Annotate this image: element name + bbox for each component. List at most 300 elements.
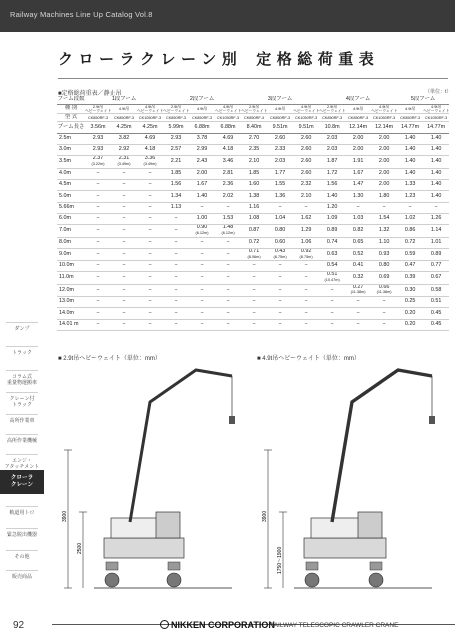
load-value-cell: 0.89 [423, 248, 449, 260]
load-value-cell: − [189, 284, 215, 296]
sidebar-item[interactable]: 高所作業機械 [6, 438, 37, 444]
load-value-cell: − [241, 319, 267, 330]
kind-cell: 2.9t吊 ヘビーウェイト [241, 105, 268, 113]
crane-figure-1 [56, 362, 246, 597]
load-value-cell: − [111, 213, 137, 224]
load-value-cell: 1.40 [423, 191, 449, 202]
load-value-cell: − [215, 248, 241, 260]
load-value-cell: − [137, 168, 163, 179]
load-value-cell: 0.90 (6.12m) [189, 225, 215, 237]
kind-cell: 4.9t吊 [397, 105, 423, 114]
load-value-cell: − [85, 297, 111, 308]
load-value-cell: 1.38 [241, 191, 267, 202]
kind-cell: 4.9t吊 [345, 105, 371, 114]
unit-label: （単位：t） [425, 89, 452, 95]
kind-cell: 2.9t吊 ヘビーウェイト [163, 105, 190, 113]
load-value-cell: 0.51 (10.47m) [319, 272, 345, 284]
sidebar-item[interactable]: 高所作業車 [9, 418, 35, 424]
boom-length-cell: 10.8m [319, 122, 345, 133]
rail-wheel-icon [167, 573, 181, 587]
load-value-cell: − [319, 319, 345, 330]
table-row [57, 248, 449, 260]
boom-length-cell: 8.40m [241, 122, 267, 133]
load-value-cell: − [137, 248, 163, 260]
load-value-cell: 0.87 [241, 225, 267, 237]
load-value-cell: − [215, 237, 241, 248]
load-value-cell: 1.60 [241, 180, 267, 191]
kind-cell: 4.9t吊 [111, 105, 137, 114]
load-value-cell: − [137, 284, 163, 296]
kind-cell: 4.9t吊 ヘビーウェイト [215, 105, 242, 113]
load-value-cell: − [85, 213, 111, 224]
load-value-cell: − [293, 319, 319, 330]
boom-length-cell: 4.25m [137, 122, 163, 133]
sidebar-divider [6, 528, 38, 529]
load-value-cell: − [293, 284, 319, 296]
load-value-cell: 1.47 [345, 180, 371, 191]
model-cell: CK850RF-3 [189, 113, 215, 122]
load-value-cell: 2.93 [85, 133, 111, 144]
load-value-cell: − [345, 319, 371, 330]
load-value-cell: 1.77 [267, 168, 293, 179]
load-value-cell: − [85, 319, 111, 330]
table-row [57, 272, 449, 284]
boom-length-cell: 4.25m [111, 122, 137, 133]
boom-count-label: ブーム段数 [57, 96, 85, 105]
load-value-cell: − [137, 297, 163, 308]
working-radius-cell: 13.0m [57, 297, 85, 308]
working-radius-cell: 5.0m [57, 191, 85, 202]
model-cell: CK850RF-3 [241, 113, 267, 122]
boom-stage-header: 3段ブーム [241, 96, 319, 105]
boom-stage-header: 4段ブーム [319, 96, 397, 105]
load-value-cell: 0.67 [423, 272, 449, 284]
load-value-cell: − [241, 261, 267, 272]
load-value-cell: 2.43 [189, 156, 215, 168]
working-radius-cell: 9.0m [57, 248, 85, 260]
model-cell: CK850RF-3 [85, 113, 111, 122]
load-value-cell: − [189, 261, 215, 272]
load-value-cell: − [163, 272, 189, 284]
load-value-cell: − [267, 284, 293, 296]
rail-wheel-icon [369, 573, 383, 587]
load-value-cell: 1.40 [189, 191, 215, 202]
load-value-cell: − [241, 308, 267, 319]
load-value-cell: 2.60 [293, 168, 319, 179]
boom-length-cell: 3.56m [85, 122, 111, 133]
table-row [57, 319, 449, 330]
sidebar-divider [6, 414, 38, 415]
load-value-cell: − [137, 180, 163, 191]
load-value-cell: 1.40 [423, 156, 449, 168]
table-row [57, 180, 449, 191]
load-value-cell: 1.72 [319, 168, 345, 179]
load-value-cell: 1.40 [423, 168, 449, 179]
load-value-cell: 0.25 [397, 297, 423, 308]
load-value-cell: − [163, 225, 189, 237]
boom-length-cell: 6.88m [189, 122, 215, 133]
load-value-cell: 2.60 [293, 156, 319, 168]
crane-boom [130, 370, 232, 522]
working-radius-cell: 14.01 m [57, 319, 85, 330]
load-value-cell: 0.45 [423, 319, 449, 330]
table-row [57, 213, 449, 224]
hook-icon [429, 416, 435, 424]
load-value-cell: 0.39 [397, 272, 423, 284]
load-value-cell: 2.00 [345, 133, 371, 144]
load-value-cell: 2.99 [189, 145, 215, 156]
working-radius-cell: 2.5m [57, 133, 85, 144]
load-value-cell: 0.80 [371, 261, 397, 272]
title-part-2: 定格総荷重表 [256, 51, 380, 68]
kind-cell: 4.9t吊 ヘビーウェイト [137, 105, 164, 113]
load-value-cell: − [85, 248, 111, 260]
sidebar-item[interactable]: コラム式 重量物運搬車 [6, 374, 37, 386]
figure-label-2: ■ 4.9t吊ヘビーウェイト（単位：mm） [257, 356, 360, 362]
load-value-cell: 2.03 [319, 145, 345, 156]
load-value-cell: 1.55 [267, 180, 293, 191]
load-value-cell: 0.43 (8.75m) [267, 248, 293, 260]
load-value-cell: − [293, 261, 319, 272]
load-value-cell: − [267, 261, 293, 272]
load-value-cell: − [189, 308, 215, 319]
model-cell: CK850RF-3 [163, 113, 189, 122]
load-value-cell: − [267, 319, 293, 330]
load-value-cell: 1.56 [163, 180, 189, 191]
load-value-cell: − [163, 248, 189, 260]
sidebar-item[interactable]: 軌道用トロ [9, 510, 35, 516]
hook-icon [229, 416, 235, 424]
load-value-cell: 2.93 [163, 133, 189, 144]
load-value-cell: 0.92 (8.75m) [293, 248, 319, 260]
load-value-cell: 2.92 [111, 145, 137, 156]
load-value-cell: − [137, 272, 163, 284]
title-rule [58, 78, 448, 79]
load-value-cell: − [85, 168, 111, 179]
sidebar-item[interactable]: クレーン付 トラック [9, 396, 35, 408]
table-row [57, 168, 449, 179]
load-value-cell: − [189, 272, 215, 284]
load-value-cell: 1.34 [163, 191, 189, 202]
rail-wheel-icon [305, 573, 319, 587]
load-value-cell: 0.58 [423, 284, 449, 296]
load-value-cell: − [111, 319, 137, 330]
load-value-cell: − [215, 261, 241, 272]
crawler-track [104, 538, 184, 558]
load-value-cell: − [163, 213, 189, 224]
load-value-cell: − [111, 308, 137, 319]
load-value-cell: − [215, 272, 241, 284]
crane-figure-2 [256, 362, 446, 597]
load-value-cell: − [137, 213, 163, 224]
kind-cell: 4.9t吊 [267, 105, 293, 114]
load-value-cell: 0.63 [319, 248, 345, 260]
load-value-cell: − [137, 237, 163, 248]
dimension-cab-height: 1750〜1900 [277, 546, 283, 574]
model-cell: CK1050RF-3 [137, 113, 163, 122]
load-value-cell: − [293, 297, 319, 308]
load-value-cell: 1.26 [423, 213, 449, 224]
load-value-cell: − [111, 237, 137, 248]
load-value-cell: − [85, 272, 111, 284]
load-value-cell: − [111, 168, 137, 179]
load-value-cell: − [215, 308, 241, 319]
load-value-cell: − [163, 284, 189, 296]
load-value-cell: − [293, 202, 319, 213]
sidebar-divider [6, 506, 38, 507]
sidebar-divider [6, 570, 38, 571]
load-value-cell: 2.60 [267, 133, 293, 144]
load-value-cell: 1.62 [293, 213, 319, 224]
load-value-cell: − [215, 297, 241, 308]
load-value-cell: − [189, 319, 215, 330]
load-value-cell: 3.78 [189, 133, 215, 144]
load-value-cell: 2.93 [85, 145, 111, 156]
load-value-cell: − [189, 237, 215, 248]
load-value-cell: − [371, 297, 397, 308]
load-value-cell: 1.09 [319, 213, 345, 224]
working-radius-cell: 4.0m [57, 168, 85, 179]
load-value-cell: 1.40 [397, 145, 423, 156]
load-value-cell: − [111, 225, 137, 237]
load-value-cell: − [371, 319, 397, 330]
model-cell: CK850RF-3 [111, 113, 137, 122]
load-value-cell: 0.69 [371, 272, 397, 284]
table-row [57, 156, 449, 168]
load-value-cell: 1.54 [371, 213, 397, 224]
load-value-cell: 0.20 [397, 308, 423, 319]
load-value-cell: − [137, 308, 163, 319]
boom-length-cell: 12.14m [371, 122, 397, 133]
table-row [57, 284, 449, 296]
load-value-cell: 0.47 [397, 261, 423, 272]
load-value-cell: 1.10 [371, 237, 397, 248]
load-value-cell: 2.03 [267, 156, 293, 168]
load-value-cell: 0.74 [319, 237, 345, 248]
sidebar-item[interactable]: ダンプ [14, 326, 30, 332]
load-value-cell: 2.70 [241, 133, 267, 144]
load-value-cell: 2.02 [215, 191, 241, 202]
load-value-cell: − [267, 297, 293, 308]
load-value-cell: 0.30 [397, 284, 423, 296]
load-value-cell: 2.35 [241, 145, 267, 156]
sidebar-divider [6, 322, 38, 323]
load-value-cell: − [163, 261, 189, 272]
working-radius-cell: 6.0m [57, 213, 85, 224]
load-value-cell: 1.40 [423, 133, 449, 144]
sidebar-item[interactable]: エンジ・ アタッチメント [4, 458, 40, 470]
load-value-cell: − [189, 297, 215, 308]
table-row [57, 261, 449, 272]
load-value-cell: 1.36 [267, 191, 293, 202]
load-value-cell: 2.33 [267, 145, 293, 156]
working-radius-cell: 3.5m [57, 156, 85, 168]
catalog-title: Railway Machines Line Up Catalog Vol.8 [10, 10, 153, 19]
load-value-cell: 3.82 [111, 133, 137, 144]
load-value-cell: 1.85 [163, 168, 189, 179]
sidebar-divider [6, 370, 38, 371]
load-value-cell: − [137, 319, 163, 330]
load-value-cell: 2.10 [293, 191, 319, 202]
dimension-height: 3900 [262, 510, 268, 522]
crawler-track [304, 538, 386, 558]
title-part-1: クローラクレーン別 [58, 51, 243, 68]
kind-cell: 2.9t吊 ヘビーウェイト [85, 105, 111, 113]
load-value-cell: 0.51 [423, 297, 449, 308]
load-value-cell: 0.71 (8.06m) [241, 248, 267, 260]
load-value-cell: − [111, 180, 137, 191]
company-name: NIKKEN CORPORATION [171, 620, 275, 630]
kind-cell: 4.9t吊 ヘビーウェイト [371, 105, 398, 113]
kind-cell: 4.9t吊 ヘビーウェイト [423, 105, 450, 113]
load-value-cell: 1.67 [345, 168, 371, 179]
load-value-cell: 1.29 [293, 225, 319, 237]
load-value-cell: − [423, 202, 449, 213]
load-value-cell: − [85, 225, 111, 237]
load-value-cell: − [189, 202, 215, 213]
boom-length-cell: 5.99m [163, 122, 189, 133]
load-value-cell: − [345, 297, 371, 308]
sidebar-divider [6, 392, 38, 393]
load-value-cell: 4.69 [137, 133, 163, 144]
load-value-cell: 0.89 [319, 225, 345, 237]
load-value-cell: − [85, 180, 111, 191]
model-label: 型 式 [57, 113, 85, 122]
load-value-cell: − [111, 202, 137, 213]
load-value-cell: − [163, 237, 189, 248]
load-value-cell: 1.67 [189, 180, 215, 191]
load-value-cell: 0.54 [319, 261, 345, 272]
load-value-cell: − [215, 284, 241, 296]
load-value-cell: 4.69 [215, 133, 241, 144]
load-value-cell: − [111, 248, 137, 260]
load-value-cell: 0.32 [345, 272, 371, 284]
kind-label: 種 別 [57, 105, 85, 114]
working-radius-cell: 5.66m [57, 202, 85, 213]
sidebar-item[interactable]: トラック [12, 350, 32, 356]
load-value-cell: − [371, 308, 397, 319]
table-row [57, 133, 449, 144]
load-value-cell: 2.60 [293, 133, 319, 144]
load-value-cell: 1.16 [241, 202, 267, 213]
load-value-cell: − [163, 297, 189, 308]
boom-stage-header: 2段ブーム [163, 96, 241, 105]
load-value-cell: 0.82 [345, 225, 371, 237]
load-value-cell: 0.52 [345, 248, 371, 260]
load-value-cell: 0.72 [397, 237, 423, 248]
load-value-cell: 1.80 [371, 191, 397, 202]
load-value-cell: − [293, 308, 319, 319]
load-value-cell: 3.46 [215, 156, 241, 168]
load-value-cell: 2.00 [371, 133, 397, 144]
sidebar-divider [6, 434, 38, 435]
boom-length-cell: 9.51m [267, 122, 293, 133]
section-label: ■定格総荷重表／静止吊 [58, 91, 122, 97]
load-value-cell: 1.40 [397, 168, 423, 179]
load-value-cell: 1.20 [319, 202, 345, 213]
load-value-cell: 1.56 [319, 180, 345, 191]
table-row [57, 145, 449, 156]
load-value-cell: 1.08 [241, 213, 267, 224]
load-value-cell: − [293, 272, 319, 284]
load-value-cell: 0.80 [267, 225, 293, 237]
table-row [57, 308, 449, 319]
boom-length-cell: 6.88m [215, 122, 241, 133]
model-cell: CK850RF-3 [345, 113, 371, 122]
load-value-cell: 2.81 [215, 168, 241, 179]
table-row [57, 237, 449, 248]
sidebar-item[interactable]: 緊急脱出機器 [6, 532, 37, 538]
load-value-cell: 0.86 [397, 225, 423, 237]
load-value-cell: − [241, 297, 267, 308]
boom-length-cell: 14.77m [397, 122, 423, 133]
load-value-cell: 1.53 [215, 213, 241, 224]
model-cell: CK850RF-3 [397, 113, 423, 122]
load-value-cell: 1.40 [423, 145, 449, 156]
page-number: 92 [13, 620, 25, 631]
load-value-cell: − [137, 225, 163, 237]
load-value-cell: − [371, 202, 397, 213]
boom-stage-header: 5段ブーム [397, 96, 449, 105]
boom-stage-header: 1段ブーム [85, 96, 163, 105]
load-value-cell: 0.20 [397, 319, 423, 330]
sidebar-divider [6, 550, 38, 551]
load-value-cell: − [137, 191, 163, 202]
load-value-cell: 2.31 (3.49m) [111, 156, 137, 168]
sidebar [0, 318, 44, 584]
load-value-cell: − [267, 202, 293, 213]
load-value-cell: 2.00 [345, 145, 371, 156]
sidebar-active-label: クローラ クレーン [10, 475, 34, 488]
dimension-cab-height: 2500 [77, 542, 83, 554]
load-value-cell: − [137, 202, 163, 213]
load-value-cell: 1.14 [423, 225, 449, 237]
load-value-cell: − [215, 319, 241, 330]
load-value-cell: − [241, 272, 267, 284]
load-value-cell: − [85, 202, 111, 213]
load-value-cell: 2.32 [293, 180, 319, 191]
load-value-cell: − [85, 261, 111, 272]
load-value-cell: 2.00 [371, 180, 397, 191]
model-cell: CK1050RF-3 [371, 113, 397, 122]
sidebar-active-item[interactable] [0, 470, 44, 494]
load-value-cell: 2.10 [241, 156, 267, 168]
load-value-cell: 1.40 [319, 191, 345, 202]
logo-mark-icon [160, 620, 169, 629]
load-value-cell: 0.77 [423, 261, 449, 272]
load-value-cell: 2.21 [163, 156, 189, 168]
load-value-cell: 1.00 [189, 213, 215, 224]
model-cell: CK850RF-3 [319, 113, 345, 122]
load-value-cell: 1.01 [423, 237, 449, 248]
load-value-cell: 0.93 [371, 248, 397, 260]
load-value-cell: − [241, 284, 267, 296]
table-row [57, 297, 449, 308]
load-value-cell: 1.40 [397, 133, 423, 144]
load-value-cell: − [319, 308, 345, 319]
crane-drawing-1 [56, 362, 246, 597]
sidebar-item[interactable]: その他 [14, 554, 30, 560]
load-value-cell: − [85, 191, 111, 202]
load-value-cell: 2.00 [189, 168, 215, 179]
load-value-cell: − [163, 319, 189, 330]
sidebar-item[interactable]: 販売商品 [11, 574, 32, 580]
figure-label-1: ■ 2.9t吊ヘビーウェイト（単位：mm） [58, 356, 161, 362]
kind-cell: 4.9t吊 ヘビーウェイト [293, 105, 320, 113]
table-row [57, 191, 449, 202]
load-value-cell: 1.13 [163, 202, 189, 213]
model-cell: CK1050RF-3 [293, 113, 319, 122]
